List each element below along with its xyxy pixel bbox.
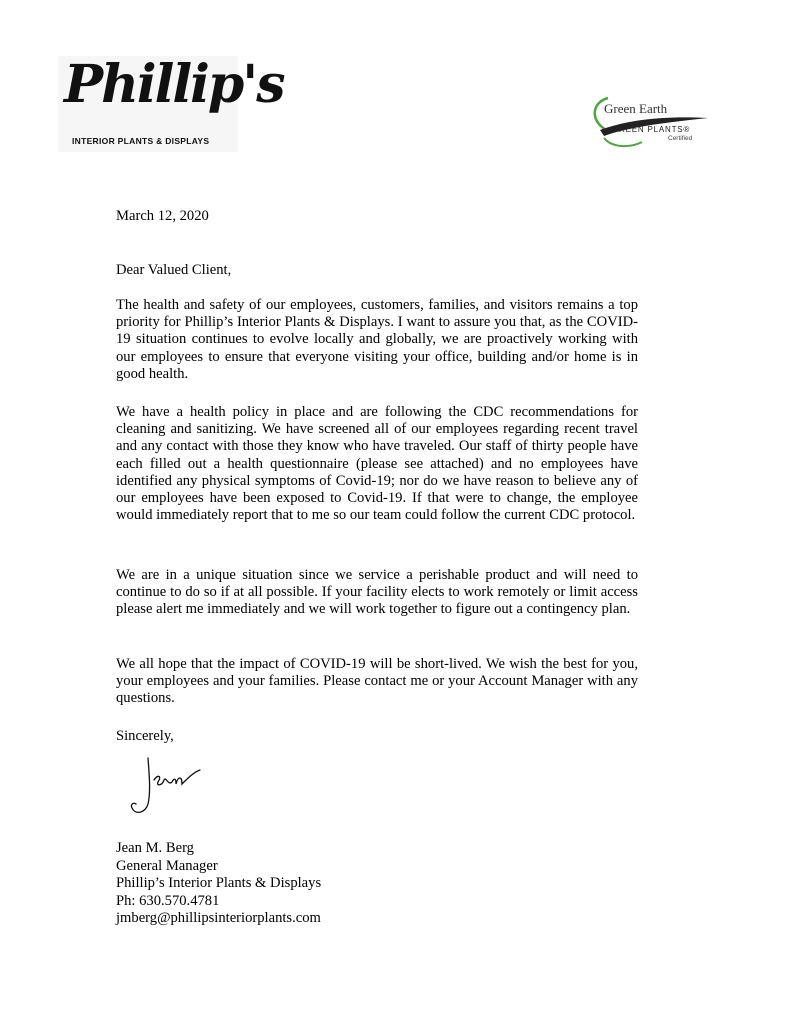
green-earth-logo [582, 88, 712, 150]
letter-paragraph-1: The health and safety of our employees, customers, families, and visitors remains a top priority for Phillip’s Interior Plants & Displays. I want to assure you that, as the COVID-19 situation continues to evolve locally and globally, we are proactively working with our employees to ensure that everyone visiting your office, building and/or home is in good health. [116, 297, 638, 382]
letter-salutation: Dear Valued Client, [116, 262, 232, 278]
signer-email[interactable]: jmberg@phillipsinteriorplants.com [116, 910, 321, 927]
cert-logo-subtitle: GREEN PLANTS® [612, 125, 691, 134]
cert-logo-certified: Certified [668, 135, 693, 142]
company-logo [58, 54, 284, 152]
letter-paragraph-4: We all hope that the impact of COVID-19 will be short-lived. We wish the best for you, your employees and your families. Please contact me or your Account Manager with any questions. [116, 656, 638, 707]
company-logo-wordmark: Phillip's [64, 54, 284, 115]
signer-company: Phillip’s Interior Plants & Displays [116, 875, 322, 892]
letter-date: March 12, 2020 [116, 208, 209, 224]
letter-paragraph-2: We have a health policy in place and are following the CDC recommendations for cleaning and sanitizing. We have screened all of our employees regarding recent travel and any contact with those they know who have traveled. Our staff of thirty people have each filled out a health questionnaire (please see attached) and no employees have identified any physical symptoms of Covid-19; nor do we have reason to believe any of our employees have been exposed to Covid-19. If that were to change, the employee would immediately report that to me so our team could follow the current CDC protocol. [116, 404, 638, 524]
cert-logo-title: Green Earth [604, 101, 668, 116]
signer-title: General Manager [116, 857, 218, 874]
signer-name: Jean M. Berg [116, 840, 194, 856]
company-logo-tagline: INTERIOR PLANTS & DISPLAYS [72, 136, 210, 146]
green-earth-swoosh-icon [582, 88, 712, 150]
letter-paragraph-3: We are in a unique situation since we service a perishable product and will need to continue to do so if at all possible. If your facility elects to work remotely or limit access please alert me immediately and we will work together to figure out a contingency plan. [116, 567, 638, 618]
handwritten-signature [118, 752, 208, 827]
signer-phone: Ph: 630.570.4781 [116, 892, 220, 909]
letter-closing: Sincerely, [116, 728, 174, 744]
signer-block [116, 840, 321, 928]
